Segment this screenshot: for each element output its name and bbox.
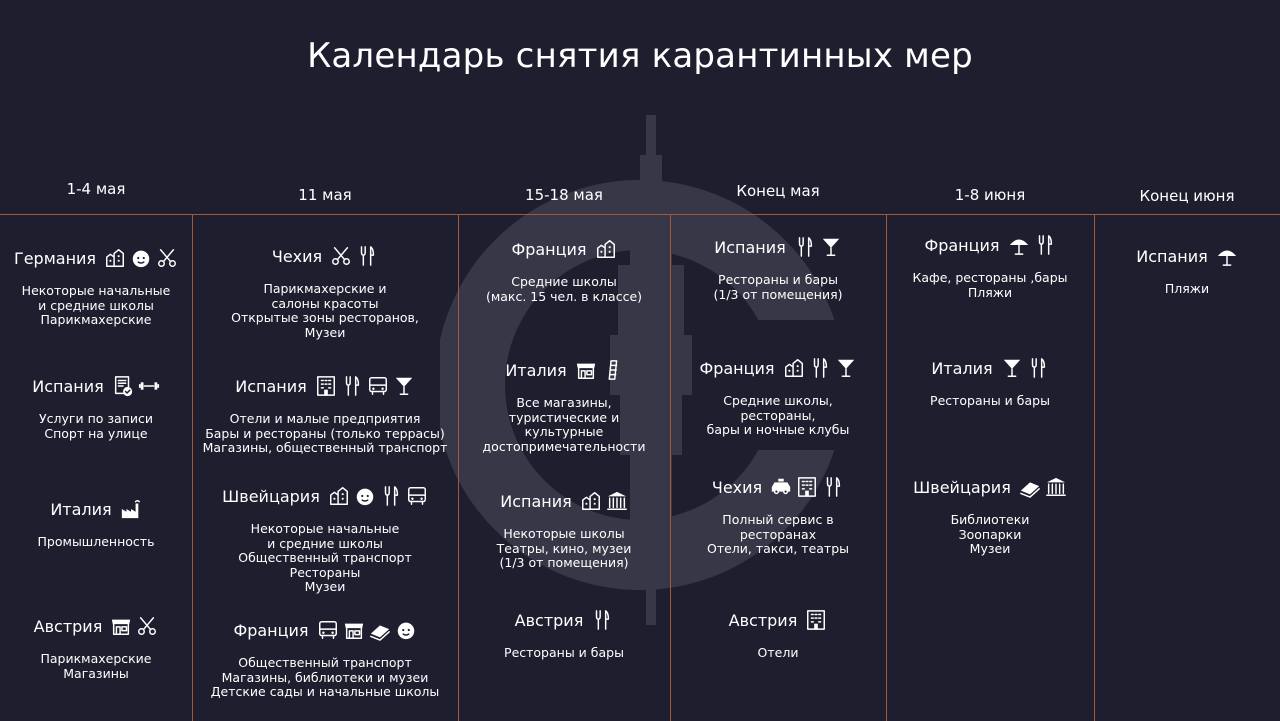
measure-line: Средние школы	[511, 274, 617, 289]
measures-list	[458, 527, 670, 571]
measures-list	[458, 646, 670, 661]
country-name: Испания	[1136, 246, 1208, 266]
country-entry-header	[458, 606, 670, 634]
measure-line: Промышленность	[37, 534, 155, 549]
column-header-date: 11 мая	[298, 186, 352, 204]
country-name: Франция	[511, 239, 587, 259]
measures-list	[886, 513, 1094, 557]
cocktail-icon	[393, 375, 415, 397]
country-entry	[0, 495, 192, 550]
measure-line: Магазины, библиотеки и музеи	[221, 669, 429, 685]
country-entry	[458, 606, 670, 661]
measure-line: Театры, кино, музеи	[496, 540, 632, 556]
child-face-icon	[395, 619, 417, 641]
country-entry	[670, 606, 886, 661]
country-name: Испания	[235, 376, 307, 396]
measure-line: и средние школы	[38, 297, 154, 313]
hotel-icon	[315, 375, 337, 397]
measure-line: туристические и	[508, 409, 620, 425]
country-name: Франция	[924, 235, 1000, 255]
measure-line: Рестораны	[289, 564, 361, 580]
measure-line: (макс. 15 чел. в классе)	[485, 288, 643, 304]
country-name: Германия	[13, 248, 97, 268]
measure-line: рестораны,	[740, 407, 816, 423]
country-name: Испания	[32, 376, 104, 396]
country-name: Испания	[500, 491, 572, 511]
measures-list	[1094, 282, 1280, 297]
measure-line: Рестораны и бары	[930, 393, 1050, 408]
measures-list	[886, 394, 1094, 409]
school-icon	[595, 238, 617, 260]
school-icon	[328, 485, 350, 507]
measure-line: Парикмахерские	[40, 312, 152, 327]
measures-list	[886, 271, 1094, 300]
country-entry-header	[886, 473, 1094, 501]
measures-list	[192, 412, 458, 456]
cocktail-icon	[835, 357, 857, 379]
measures-list	[458, 275, 670, 304]
measures-list	[192, 656, 458, 700]
country-name: Австрия	[514, 610, 584, 630]
country-entry-header	[670, 473, 886, 501]
measure-line: достопримечательности	[482, 438, 646, 454]
measure-line: Парикмахерские	[40, 651, 152, 666]
measure-line: Магазины	[63, 665, 129, 681]
country-entry	[192, 372, 458, 456]
cocktail-icon	[1001, 357, 1023, 379]
country-entry-header	[1094, 242, 1280, 270]
fork-knife-icon	[380, 485, 402, 507]
measure-line: салоны красоты	[271, 295, 379, 311]
country-entry-header	[670, 354, 886, 382]
beach-umbrella-icon	[1008, 234, 1030, 256]
country-entry-header	[0, 495, 192, 523]
country-name: Чехия	[711, 477, 763, 497]
measure-line: Общественный транспорт	[238, 550, 412, 565]
country-entry-header	[458, 487, 670, 515]
measure-line: Рестораны и бары	[718, 272, 838, 287]
fork-knife-icon	[591, 609, 613, 631]
measure-line: Отели и малые предприятия	[229, 411, 421, 426]
country-name: Франция	[233, 620, 309, 640]
column-header-date: Конец июня	[1139, 187, 1235, 205]
country-name: Швейцария	[913, 477, 1011, 497]
country-entry	[670, 354, 886, 438]
country-entry-header	[670, 606, 886, 634]
measure-line: Библиотеки	[950, 512, 1030, 527]
measure-line: Отели	[757, 645, 799, 660]
leaning-tower-icon	[601, 359, 623, 381]
measure-line: Пляжи	[1164, 281, 1210, 296]
country-entry-header	[192, 372, 458, 400]
country-name: Швейцария	[222, 486, 320, 506]
country-entry	[458, 487, 670, 571]
appointment-form-icon	[112, 375, 134, 397]
measure-line: Парикмахерские и	[263, 281, 387, 296]
country-entry	[886, 473, 1094, 557]
country-name: Франция	[699, 358, 775, 378]
measures-list	[670, 273, 886, 302]
book-icon	[369, 619, 391, 641]
measure-line: Музеи	[969, 541, 1011, 556]
bus-icon	[406, 485, 428, 507]
measure-line: Спорт на улице	[44, 425, 148, 441]
measure-line: бары и ночные клубы	[706, 422, 850, 437]
fork-knife-icon	[356, 245, 378, 267]
fork-knife-icon	[822, 476, 844, 498]
country-entry-header	[886, 354, 1094, 382]
taxi-icon	[770, 476, 792, 498]
fork-knife-icon	[341, 375, 363, 397]
measure-line: Общественный транспорт	[238, 655, 412, 670]
country-entry-header	[670, 233, 886, 261]
measure-line: Магазины, общественный транспорт	[202, 440, 448, 455]
hotel-icon	[796, 476, 818, 498]
measure-line: (1/3 от помещения)	[713, 286, 843, 302]
country-name: Испания	[714, 237, 786, 257]
measures-list	[458, 396, 670, 454]
measure-line: и средние школы	[267, 535, 383, 551]
bus-icon	[317, 619, 339, 641]
country-entry-header	[0, 612, 192, 640]
measure-line: Музеи	[304, 579, 346, 594]
measure-line: Детские сады и начальные школы	[210, 684, 440, 699]
country-entry	[670, 233, 886, 302]
country-name: Австрия	[728, 610, 798, 630]
country-name: Австрия	[33, 616, 103, 636]
country-entry-header	[0, 372, 192, 400]
country-name: Италия	[931, 358, 993, 378]
country-name: Чехия	[271, 246, 323, 266]
measures-list	[192, 282, 458, 340]
measure-line: Пляжи	[967, 284, 1013, 300]
country-entry	[886, 231, 1094, 300]
country-entry	[0, 372, 192, 441]
fork-knife-icon	[1027, 357, 1049, 379]
country-entry	[192, 482, 458, 595]
book-icon	[1019, 476, 1041, 498]
measure-line: культурные	[524, 424, 604, 439]
country-name: Италия	[50, 499, 112, 519]
column-header-date: 1-8 июня	[954, 186, 1026, 204]
measures-list	[0, 652, 192, 681]
country-entry	[1094, 242, 1280, 297]
measure-line: Бары и рестораны (только террасы)	[205, 425, 445, 441]
measure-line: Зоопарки	[958, 526, 1022, 542]
fork-knife-icon	[1034, 234, 1056, 256]
measure-line: Рестораны и бары	[504, 645, 624, 660]
museum-icon	[1045, 476, 1067, 498]
measure-line: Все магазины,	[516, 395, 612, 410]
country-entry-header	[192, 242, 458, 270]
fork-knife-icon	[809, 357, 831, 379]
measure-line: (1/3 от помещения)	[499, 555, 629, 570]
measure-line: Некоторые школы	[503, 526, 625, 541]
measures-list	[670, 513, 886, 557]
factory-icon	[120, 498, 142, 520]
dumbbell-icon	[138, 375, 160, 397]
measure-line: Музеи	[304, 324, 346, 340]
bus-icon	[367, 375, 389, 397]
country-entry-header	[0, 244, 192, 272]
country-entry	[670, 473, 886, 557]
measure-line: Средние школы,	[723, 393, 833, 408]
scissors-icon	[156, 247, 178, 269]
measure-line: Услуги по записи	[39, 411, 153, 426]
fork-knife-icon	[794, 236, 816, 258]
country-entry	[886, 354, 1094, 409]
country-entry	[458, 356, 670, 454]
school-icon	[783, 357, 805, 379]
country-entry	[192, 242, 458, 340]
column-header-date: Конец мая	[736, 182, 820, 200]
shop-icon	[343, 619, 365, 641]
measures-list	[192, 522, 458, 595]
country-entry-header	[458, 356, 670, 384]
measure-line: ресторанах	[739, 526, 817, 542]
measure-line: Открытые зоны ресторанов,	[231, 310, 419, 325]
school-icon	[104, 247, 126, 269]
measures-list	[0, 535, 192, 550]
measures-list	[0, 412, 192, 441]
country-entry-header	[458, 235, 670, 263]
child-face-icon	[354, 485, 376, 507]
measures-list	[670, 646, 886, 661]
column-header-date: 15-18 мая	[525, 186, 603, 204]
country-name: Италия	[505, 360, 567, 380]
country-entry-header	[192, 482, 458, 510]
column-header-date: 1-4 мая	[66, 180, 126, 198]
measure-line: Некоторые начальные	[21, 283, 171, 298]
measure-line: Полный сервис в	[722, 512, 834, 527]
page-title: Календарь снятия карантинных мер	[307, 36, 973, 76]
country-entry-header	[886, 231, 1094, 259]
school-icon	[580, 490, 602, 512]
country-entry	[0, 612, 192, 681]
scissors-icon	[136, 615, 158, 637]
country-entry	[192, 616, 458, 700]
country-entry	[458, 235, 670, 304]
scissors-icon	[330, 245, 352, 267]
cocktail-icon	[820, 236, 842, 258]
measures-list	[0, 284, 192, 328]
measures-list	[670, 394, 886, 438]
shop-icon	[110, 615, 132, 637]
hotel-icon	[805, 609, 827, 631]
museum-icon	[606, 490, 628, 512]
measure-line: Отели, такси, театры	[706, 541, 850, 556]
measure-line: Кафе, рестораны ,бары	[912, 270, 1068, 285]
beach-umbrella-icon	[1216, 245, 1238, 267]
country-entry-header	[192, 616, 458, 644]
shop-icon	[575, 359, 597, 381]
measure-line: Некоторые начальные	[250, 521, 400, 536]
child-face-icon	[130, 247, 152, 269]
country-entry	[0, 244, 192, 328]
